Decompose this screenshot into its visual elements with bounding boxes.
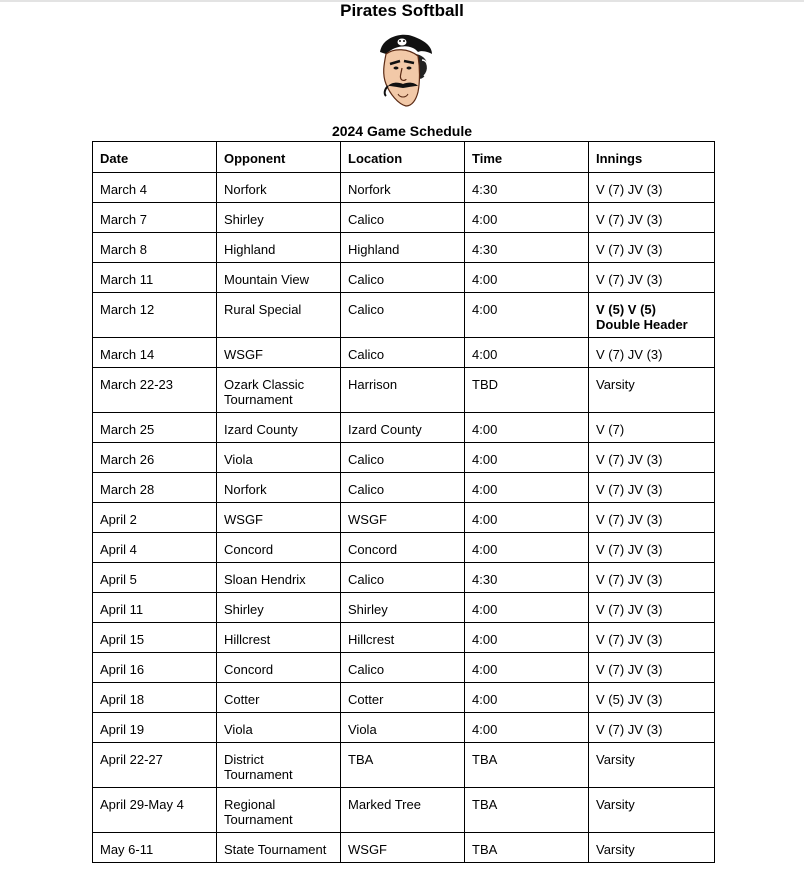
cell-time: 4:30 xyxy=(465,173,589,203)
document-title: Pirates Softball xyxy=(340,1,464,20)
table-row xyxy=(93,368,715,413)
cell-location: TBA xyxy=(341,743,465,788)
cell-date: March 14 xyxy=(93,338,217,368)
cell-time: TBD xyxy=(465,368,589,413)
table-row xyxy=(93,533,715,563)
cell-date: April 5 xyxy=(93,563,217,593)
cell-location: Calico xyxy=(341,653,465,683)
header-innings: Innings xyxy=(589,142,715,173)
cell-innings: V (5) V (5) Double Header xyxy=(589,293,715,338)
cell-date: March 8 xyxy=(93,233,217,263)
cell-date: March 7 xyxy=(93,203,217,233)
cell-opponent: Norfork xyxy=(217,173,341,203)
cell-time: 4:00 xyxy=(465,473,589,503)
cell-innings: V (7) JV (3) xyxy=(589,473,715,503)
cell-opponent: Viola xyxy=(217,443,341,473)
cell-date: April 4 xyxy=(93,533,217,563)
cell-innings: Varsity xyxy=(589,743,715,788)
cell-time: 4:00 xyxy=(465,413,589,443)
cell-innings: V (7) JV (3) xyxy=(589,593,715,623)
cell-location: Calico xyxy=(341,203,465,233)
cell-innings: V (7) JV (3) xyxy=(589,173,715,203)
cell-location: Calico xyxy=(341,293,465,338)
table-row xyxy=(93,788,715,833)
cell-location: Harrison xyxy=(341,368,465,413)
cell-location: Calico xyxy=(341,563,465,593)
cell-opponent: Cotter xyxy=(217,683,341,713)
cell-location: Calico xyxy=(341,338,465,368)
cell-opponent: Shirley xyxy=(217,593,341,623)
table-row xyxy=(93,833,715,863)
cell-time: 4:00 xyxy=(465,533,589,563)
cell-opponent: State Tournament xyxy=(217,833,341,863)
cell-opponent: Rural Special xyxy=(217,293,341,338)
cell-location: Marked Tree xyxy=(341,788,465,833)
cell-opponent: Mountain View xyxy=(217,263,341,293)
cell-opponent: Concord xyxy=(217,533,341,563)
cell-time: 4:00 xyxy=(465,443,589,473)
cell-date: March 22-23 xyxy=(93,368,217,413)
cell-innings: V (7) JV (3) xyxy=(589,563,715,593)
cell-time: 4:00 xyxy=(465,713,589,743)
cell-date: May 6-11 xyxy=(93,833,217,863)
cell-location: Shirley xyxy=(341,593,465,623)
cell-time: 4:00 xyxy=(465,623,589,653)
cell-opponent: Sloan Hendrix xyxy=(217,563,341,593)
table-row xyxy=(93,338,715,368)
cell-opponent: Hillcrest xyxy=(217,623,341,653)
table-row xyxy=(93,653,715,683)
table-header-row xyxy=(93,142,715,173)
table-row xyxy=(93,413,715,443)
cell-date: April 29-May 4 xyxy=(93,788,217,833)
cell-innings: V (7) JV (3) xyxy=(589,503,715,533)
cell-time: 4:00 xyxy=(465,203,589,233)
cell-time: TBA xyxy=(465,833,589,863)
cell-location: WSGF xyxy=(341,503,465,533)
cell-innings: Varsity xyxy=(589,788,715,833)
cell-date: April 19 xyxy=(93,713,217,743)
cell-opponent: WSGF xyxy=(217,338,341,368)
header-opponent: Opponent xyxy=(217,142,341,173)
cell-innings: V (7) JV (3) xyxy=(589,203,715,233)
cell-date: March 12 xyxy=(93,293,217,338)
table-row xyxy=(93,173,715,203)
cell-opponent: Viola xyxy=(217,713,341,743)
cell-location: Concord xyxy=(341,533,465,563)
cell-innings: V (5) JV (3) xyxy=(589,683,715,713)
cell-date: April 11 xyxy=(93,593,217,623)
table-row xyxy=(93,593,715,623)
pirate-mascot-icon xyxy=(372,30,436,110)
cell-date: April 18 xyxy=(93,683,217,713)
header-location: Location xyxy=(341,142,465,173)
schedule-title: 2024 Game Schedule xyxy=(331,123,473,139)
cell-location: Hillcrest xyxy=(341,623,465,653)
cell-innings: V (7) JV (3) xyxy=(589,233,715,263)
cell-innings: V (7) JV (3) xyxy=(589,713,715,743)
cell-innings: V (7) JV (3) xyxy=(589,653,715,683)
table-row xyxy=(93,293,715,338)
table-row xyxy=(93,263,715,293)
cell-time: 4:00 xyxy=(465,653,589,683)
cell-location: Izard County xyxy=(341,413,465,443)
cell-date: March 11 xyxy=(93,263,217,293)
cell-date: March 4 xyxy=(93,173,217,203)
cell-time: 4:00 xyxy=(465,593,589,623)
cell-innings: V (7) JV (3) xyxy=(589,443,715,473)
cell-location: Calico xyxy=(341,263,465,293)
cell-opponent: Ozark Classic Tournament xyxy=(217,368,341,413)
cell-opponent: Norfork xyxy=(217,473,341,503)
cell-date: April 15 xyxy=(93,623,217,653)
table-row xyxy=(93,443,715,473)
table-row xyxy=(93,233,715,263)
cell-location: Highland xyxy=(341,233,465,263)
cell-opponent: Highland xyxy=(217,233,341,263)
table-body xyxy=(93,173,715,863)
cell-location: Cotter xyxy=(341,683,465,713)
cell-date: March 28 xyxy=(93,473,217,503)
cell-location: Viola xyxy=(341,713,465,743)
cell-date: April 22-27 xyxy=(93,743,217,788)
cell-location: Norfork xyxy=(341,173,465,203)
cell-innings: Varsity xyxy=(589,368,715,413)
table-row xyxy=(93,623,715,653)
table-row xyxy=(93,713,715,743)
cell-opponent: Shirley xyxy=(217,203,341,233)
cell-location: Calico xyxy=(341,473,465,503)
cell-time: 4:00 xyxy=(465,338,589,368)
cell-time: 4:30 xyxy=(465,233,589,263)
cell-time: TBA xyxy=(465,788,589,833)
table-row xyxy=(93,473,715,503)
table-row xyxy=(93,563,715,593)
cell-innings: V (7) JV (3) xyxy=(589,338,715,368)
table-row xyxy=(93,503,715,533)
cell-innings: V (7) xyxy=(589,413,715,443)
cell-opponent: WSGF xyxy=(217,503,341,533)
cell-time: 4:30 xyxy=(465,563,589,593)
cell-date: April 2 xyxy=(93,503,217,533)
cell-time: 4:00 xyxy=(465,683,589,713)
cell-innings: V (7) JV (3) xyxy=(589,263,715,293)
table-row xyxy=(93,683,715,713)
cell-date: April 16 xyxy=(93,653,217,683)
cell-time: 4:00 xyxy=(465,503,589,533)
header-date: Date xyxy=(93,142,217,173)
cell-innings: V (7) JV (3) xyxy=(589,623,715,653)
cell-time: 4:00 xyxy=(465,263,589,293)
cell-opponent: Izard County xyxy=(217,413,341,443)
cell-innings: Varsity xyxy=(589,833,715,863)
game-schedule-table xyxy=(92,141,715,863)
cell-opponent: District Tournament xyxy=(217,743,341,788)
cell-location: WSGF xyxy=(341,833,465,863)
table-row xyxy=(93,743,715,788)
cell-time: 4:00 xyxy=(465,293,589,338)
header-time: Time xyxy=(465,142,589,173)
cell-innings: V (7) JV (3) xyxy=(589,533,715,563)
cell-opponent: Concord xyxy=(217,653,341,683)
cell-date: March 26 xyxy=(93,443,217,473)
table-row xyxy=(93,203,715,233)
cell-location: Calico xyxy=(341,443,465,473)
cell-date: March 25 xyxy=(93,413,217,443)
cell-time: TBA xyxy=(465,743,589,788)
cell-opponent: Regional Tournament xyxy=(217,788,341,833)
